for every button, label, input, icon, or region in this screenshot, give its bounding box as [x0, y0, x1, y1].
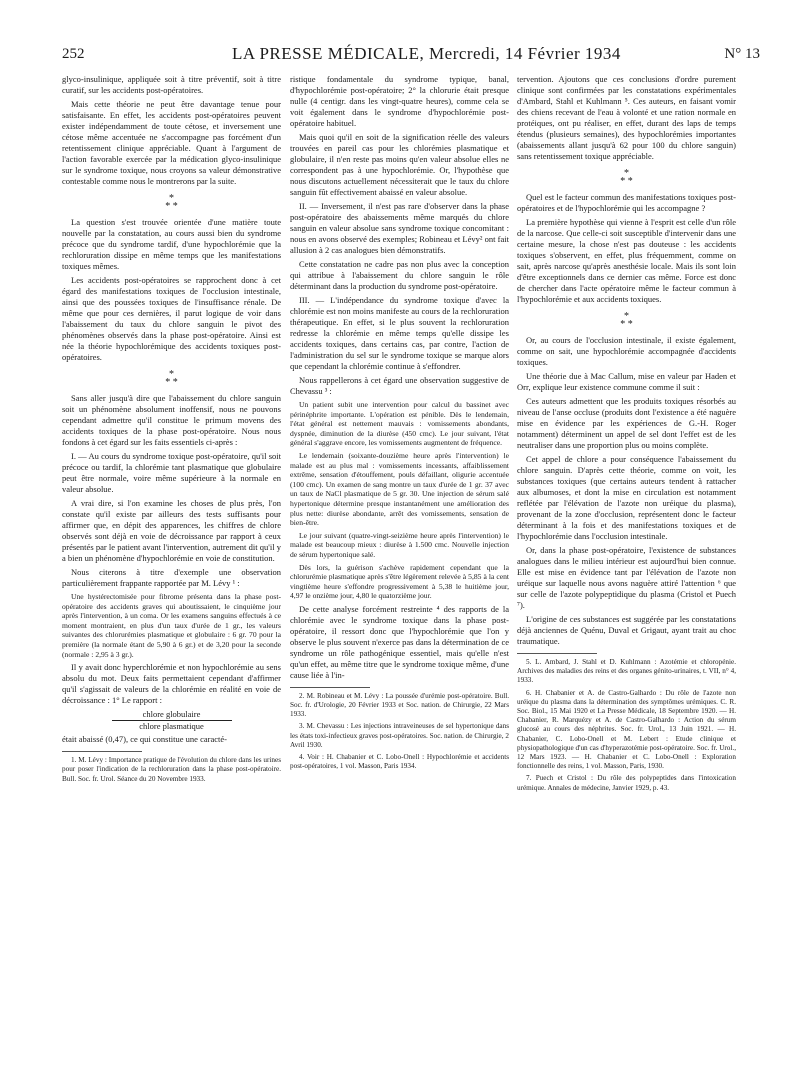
footnote-rule — [62, 751, 142, 752]
ratio-fraction — [62, 709, 281, 732]
issue-number: N° 13 — [724, 46, 760, 62]
footnote-rule — [290, 687, 370, 688]
issue-date: Mercredi, 14 Février 1934 — [429, 44, 621, 63]
paragraph: Ces auteurs admettent que les produits toxiques résorbés au niveau de l'anse occluse (produits dont l'existence a été naguère mise en évidence par les expériences de G.-H. Roger notamment) déterminent un appel de sel dont l'effet est de les neutraliser dans une proportion plus ou moins complète. — [517, 396, 736, 450]
column-3 — [517, 74, 736, 796]
footnote-rule — [517, 653, 597, 654]
paragraph: tervention. Ajoutons que ces conclusions d'ordre purement clinique sont confirmées par les constatations expérimentales d'Ambard, Stahl et Kuhlmann ⁵. Ces auteurs, en faisant vomir des chiens recevant de l'eau à volonté et une ration normale en protéiques, ont pu réaliser, en effet, durant des laps de temps étendus (plusieurs semaines), des hypochlorémies importantes (abaissements allant jusqu'à 62 pour 100 du chlore sanguin) sans retentissement toxique appréciable. — [517, 74, 736, 161]
journal-title: LA PRESSE MÉDICALE, — [232, 44, 425, 63]
footnote: 5. L. Ambard, J. Stahl et D. Kuhlmann : Azotémie et chloropénie. Archives des maladies des reins et des organes génito-urinaires, t. VII, n° 4, 1933. — [517, 658, 736, 685]
paragraph: L'origine de ces substances est suggérée par les constatations déjà anciennes de Quénu, Duval et Grigaut, ayant trait au choc traumatique. — [517, 614, 736, 646]
case-report: Une hystérectomisée pour fibrome présenta dans la phase post-opératoire des accidents graves qui aboutissaient, le cinquième jour après l'intervention, à un coma. Or les examens sanguins effectués à ce moment montraient, en plus d'un taux d'urée de 1 gr., les valeurs suivantes des chlorurémies plasmatique et globulaire : 6 gr. 70 pour la première (la normale étant de 5,90 à 6 gr.) et de 3,20 pour la seconde (normale : 2,95 à 3 gr.). — [62, 592, 281, 659]
footnote: 2. M. Robineau et M. Lévy : La poussée d'urémie post-opératoire. Bull. Soc. fr. d'Urologie, 20 Février 1933 et Soc. nation. de Chirurgie, 22 Mars 1933. — [290, 691, 509, 719]
paragraph: Nous citerons à titre d'exemple une observation particulièrement frappante rapportée par M. Lévy ¹ : — [62, 567, 281, 588]
paragraph: était abaissé (0,47), ce qui constitue une caracté- — [62, 734, 227, 745]
page-header — [62, 44, 760, 70]
paragraph: Mais quoi qu'il en soit de la signification réelle des valeurs trouvées en pareil cas pour les chlorémies plasmatique et globulaire, il n'en reste pas moins qu'en valeur absolue elles ne correspondent pas à une hypochlorémie. Or, l'hypothèse que nous discutons actuellement nécessiterait que le taux du chlore sanguin fût effectivement abaissé en valeur absolue. — [290, 132, 509, 197]
footnote: 1. M. Lévy : Importance pratique de l'évolution du chlore dans les urines pour poser l'indication de la rechloruration dans la phase post-opératoire. Bull. Soc. fr. Urol. Séance du 20 Novembre 1933. — [62, 756, 281, 783]
paragraph: Une théorie due à Mac Callum, mise en valeur par Haden et Orr, explique leur existence commune comme il suit : — [517, 371, 736, 392]
column-1 — [62, 74, 281, 787]
paragraph: Mais cette théorie ne peut être davantage tenue pour satisfaisante. En effet, les accidents post-opératoires peuvent exister indépendamment de toute cétose, et inversement une cétose même accentuée ne s'accompagne pas forcément d'un retentissement clinique appréciable. Quant à l'argument de l'action favorable exercée par la médication glyco-insulinique sur le syndrome toxique, nous croyons sa valeur démonstrative contestable comme nous le montrerons par la suite. — [62, 99, 281, 186]
case-report: Le jour suivant (quatre-vingt-seizième heure après l'intervention) le malade est beaucoup mieux : diurèse à 1.500 cmc. Nouvelle injection de sérum hypertonique salé. — [290, 530, 509, 559]
paragraph: Cette constatation ne cadre pas non plus avec la conception qui attribue à l'abaissement du chlore sanguin le rôle déterminant dans la production du syndrome post-opératoire. — [290, 259, 509, 291]
fraction-denominator: chlore plasmatique — [139, 721, 204, 732]
paragraph: Nous rappellerons à cet égard une observation suggestive de Chevassu ³ : — [290, 375, 509, 396]
section-separator: * * * — [620, 311, 633, 330]
paragraph: Il y avait donc hyperchlorémie et non hypochlorémie au sens absolu du mot. Deux faits permettaient cependant d'affirmer qu'il s'agissait de valeurs de la chlorémie en réalité en voie de décroissance : 1° Le rapport : — [62, 662, 281, 706]
page-number: 252 — [62, 46, 85, 62]
paragraph: II. — Inversement, il n'est pas rare d'observer dans la phase post-opératoire des abaissements même marqués du chlore sanguin en valeur absolue sans syndrome toxique concomitant : nous en avons observé des exemples; Robineau et Lévy² ont fait allusion à 2 cas analogues bien démonstratifs. — [290, 201, 509, 255]
paragraph: Or, dans la phase post-opératoire, l'existence de substances analogues dans le milieu intérieur est aujourd'hui bien connue. Elle est mise en évidence tant par l'élévation de l'azote non uréique sur laquelle nous avons naguère attiré l'attention ⁶ que sur celle de l'azote polypeptidique du plasma (Cristol et Puech ⁷). — [517, 545, 736, 610]
paragraph: Sans aller jusqu'à dire que l'abaissement du chlore sanguin soit un phénomène absolument inoffensif, nous ne pouvons cependant admettre qu'il constitue le primum movens des accidents toxiques de la phase post-opératoire. Nous nous fondons à cet égard sur les faits essentiels ci-après : — [62, 393, 281, 447]
running-head — [232, 44, 621, 64]
paragraph: A vrai dire, si l'on examine les choses de plus près, l'on constate qu'il existe par ailleurs des tests suffisants pour affirmer que, en dépit des apparences, les chiffres de chlore observés sont déjà en voie de décroissance par rapport à ceux présentés par le patient avant l'intervention, autrement dit qu'il y a bien un phénomène d'hypochlorémie en voie de constitution. — [62, 498, 281, 563]
footnote: 3. M. Chevassu : Les injections intraveineuses de sel hypertonique dans les états toxi-infectieux graves post-opératoires. Soc. nation. de Chirurgie, 2 Avril 1930. — [290, 722, 509, 749]
section-separator: * * * — [165, 369, 178, 388]
paragraph: Or, au cours de l'occlusion intestinale, il existe également, comme on sait, une hypochlorémie accompagnée d'accidents toxiques. — [517, 335, 736, 367]
column-2 — [290, 74, 509, 775]
paragraph: Cet appel de chlore a pour conséquence l'abaissement du chlore sanguin. D'après cette théorie, comme on voit, les substances toxiques (que certains auteurs tendent à rattacher aux albumoses, et dont la mise en circulation est notamment reflétée par l'élévation de l'azote non uréique du plasma), provenant de la zone d'occlusion, représentent donc le facteur déterminant à la fois et des manifestations toxiques et de l'hypochlorémie dans l'occlusion intestinale. — [517, 454, 736, 541]
case-report: Le lendemain (soixante-douzième heure après l'intervention) le malade est au plus mal : vomissements incessants, affaiblissement extrême, sensation d'étouffement, pouls défaillant, oligurie accentuée (100 cmc). Un examen de sang montre un taux d'urée de 1 gr. 37 avec un taux de NaCl plasmatique de 5 gr. 30. Une injection de sérum salé hypertonique détermine presque instantanément une amélioration des plus nette: diurèse abondante, arrêt des vomissements, sensation de bien-être. — [290, 450, 509, 528]
paragraph: La question s'est trouvée orientée d'une matière toute nouvelle par la constatation, au cours aussi bien du syndrome précoce que du syndrome tardif, d'une hypochlorémie que la rechloruration dissipe en même temps que les manifestations toxiques mêmes. — [62, 217, 281, 271]
paragraph: glyco-insulinique, appliquée soit à titre préventif, soit à titre curatif, sur les accidents post-opératoires. — [62, 74, 281, 95]
section-separator: * * * — [165, 193, 178, 212]
footnote: 6. H. Chabanier et A. de Castro-Galhardo : Du rôle de l'azote non uréique du plasma dans la détermination des symptômes urémiques. C. R. Soc. Biol., 15 Mai 1920 et La Presse Médicale, 18 Septembre 1920. — H. Chabanier, R. Marquézy et A. de Castro-Galhardo : Action du sérum glucosé au cours des néphrites. Soc. fr. Urol., 13 Juin 1921. — H. Chabanier, C. Lobo-Onell et M. Lebert : Etude clinique et physiopathologique d'un cas d'hyperazotémie post-opératoire. Soc. fr. Urol., 12 Mars 1923. — H. Chabanier et C. Lobo-Onell : Exploration fonctionnelle des reins, 1 vol. Masson, Paris, 1930. — [517, 688, 736, 771]
paragraph: De cette analyse forcément restreinte ⁴ des rapports de la chlorémie avec le syndrome toxique dans la phase post-opératoire, il ressort donc que l'hypochlorémie que l'on y observe le plus souvent n'exerce pas dans la détermination de ce syndrome un rôle pathogénique essentiel, mais qu'elle n'est qu'un effet, au même titre que le syndrome toxique même, d'une cause liée à l'in- — [290, 603, 509, 680]
section-separator: * * * — [620, 168, 633, 187]
case-report: Dès lors, la guérison s'achève rapidement cependant que la chlorurémie plasmatique après s'être légèrement relevée à 5,85 à la cent vingtième heure s'effondre progressivement à 5,38 le huitième jour, 4,97 le onzième jour, 4,80 le quatorzième jour. — [290, 562, 509, 601]
paragraph: La première hypothèse qui vienne à l'esprit est celle d'un rôle de la narcose. Que celle-ci soit susceptible d'intervenir dans une certaine mesure, la chose n'est pas douteuse : les accidents toxiques s'observent, en effet, plus fréquemment, comme on sait, après narcose qu'après anesthésie locale. Mais ils sont loin d'être exceptionnels dans ce dernier cas même. Force est donc de chercher dans l'acte opératoire même le facteur commun à l'hypochlorémie et aux accidents toxiques. — [517, 217, 736, 304]
paragraph: III. — L'indépendance du syndrome toxique d'avec la chlorémie est non moins manifeste au cours de la rechloruration thérapeutique. En effet, si le plus souvent la rechloruration redresse la chlorémie en même temps qu'elle dissipe les accidents toxiques, dans certains cas, par contre, l'action de l'administration du sel sur le syndrome toxique se marque alors que cependant la chlorémie continue à s'effondrer. — [290, 295, 509, 371]
paragraph: ristique fondamentale du syndrome typique, banal, d'hypochlorémie post-opératoire; 2° la chlorurie était presque nulle (4 centigr. dans les vingt-quatre heures), comme cela se voit également dans le syndrome d'hypochlorémie post-opératoire habituel. — [290, 74, 509, 128]
paragraph: Les accidents post-opératoires se rapprochent donc à cet égard des manifestations toxiques de l'occlusion intestinale, ainsi que des poussées toxiques de l'insuffisance rénale. De même que pour ces dernières, il parut logique de voir dans l'abaissement du taux du chlore sanguin le pivot des phénomènes observés dans la phase post-opératoire. Ainsi est née la théorie hypochlorémique des accidents toxiques post-opératoires. — [62, 275, 281, 362]
fraction-numerator: chlore globulaire — [112, 709, 232, 721]
footnote: 7. Puech et Cristol : Du rôle des polypeptides dans l'intoxication urémique. Annales de médecine, Janvier 1929, p. 43. — [517, 774, 736, 792]
paragraph: I. — Au cours du syndrome toxique post-opératoire, qu'il soit précoce ou tardif, la chlorémie tant plasmatique que globulaire peut être normale, voire même supérieure à la normale en valeur absolue. — [62, 451, 281, 494]
case-report: Un patient subit une intervention pour calcul du bassinet avec périnéphrite importante. L'opération est pénible. Dès le lendemain, l'état général est nettement mauvais : vomissements abondants, dyspnée, diminution de la diurèse (450 cmc). Le jour suivant, l'état général s'aggrave encore, les vomissements augmentent de fréquence. — [290, 400, 509, 448]
paragraph: Quel est le facteur commun des manifestations toxiques post-opératoires et de l'hypochlorémie qui les accompagne ? — [517, 192, 736, 213]
footnote: 4. Voir : H. Chabanier et C. Lobo-Onell : Hypochlorémie et accidents post-opératoires, 1 vol. Masson, Paris 1934. — [290, 753, 509, 771]
